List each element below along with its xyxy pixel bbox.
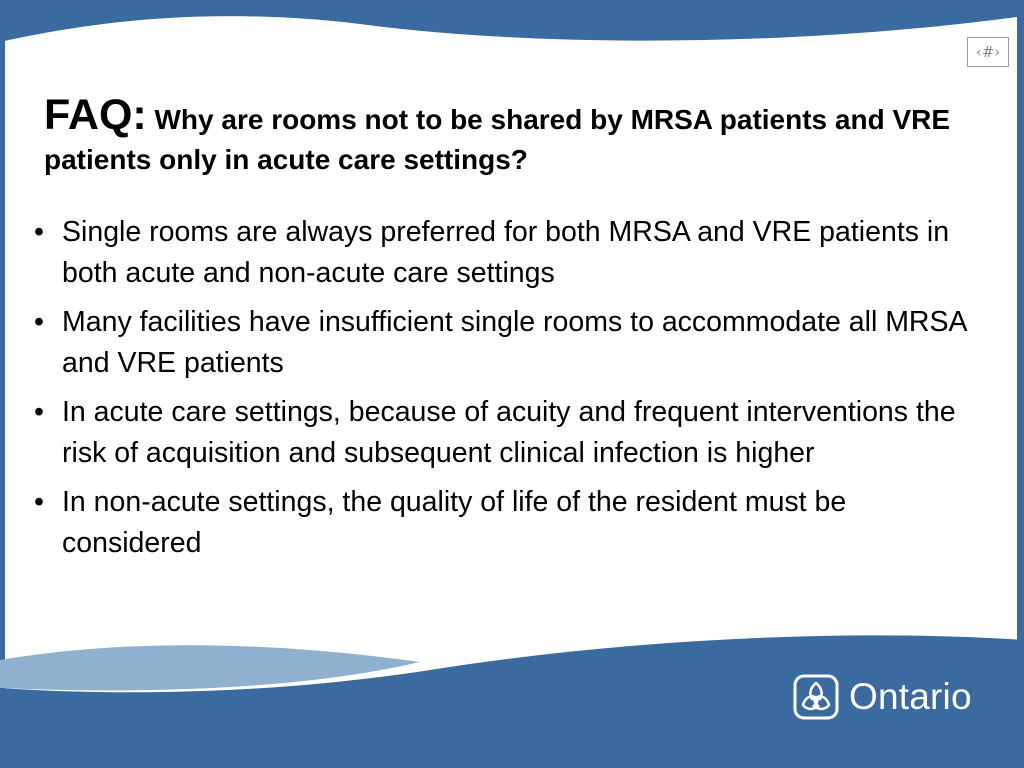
bullet-text: In non-acute settings, the quality of life of the resident must be considered <box>62 486 847 559</box>
bullet-item <box>34 212 974 293</box>
slide-number-placeholder: ‹#› <box>967 37 1009 67</box>
ontario-logo <box>793 673 972 721</box>
bullet-item <box>34 482 974 563</box>
bullet-item <box>34 302 974 383</box>
bullet-text: Many facilities have insufficient single rooms to accommodate all MRSA and VRE patients <box>62 306 966 379</box>
ontario-trillium-icon <box>793 674 839 720</box>
bullet-text: In acute care settings, because of acuity and frequent interventions the risk of acquisition and subsequent clinical infection is higher <box>62 396 956 469</box>
left-border <box>0 0 5 768</box>
bullet-marker: • <box>34 396 44 428</box>
bullet-marker: • <box>34 216 44 248</box>
title-rest: Why are rooms not to be shared by MRSA patients and VRE patients only in acute care settings? <box>44 104 951 175</box>
title-lead: FAQ: <box>44 91 147 139</box>
bullet-item <box>34 392 974 473</box>
slide-title <box>44 92 964 180</box>
bullet-text: Single rooms are always preferred for both MRSA and VRE patients in both acute and non-acute care settings <box>62 216 950 289</box>
bullet-marker: • <box>34 306 44 338</box>
top-wave-band <box>0 0 1024 42</box>
bullet-marker: • <box>34 486 44 518</box>
bullet-list <box>34 212 974 572</box>
ontario-wordmark: Ontario <box>849 676 972 717</box>
